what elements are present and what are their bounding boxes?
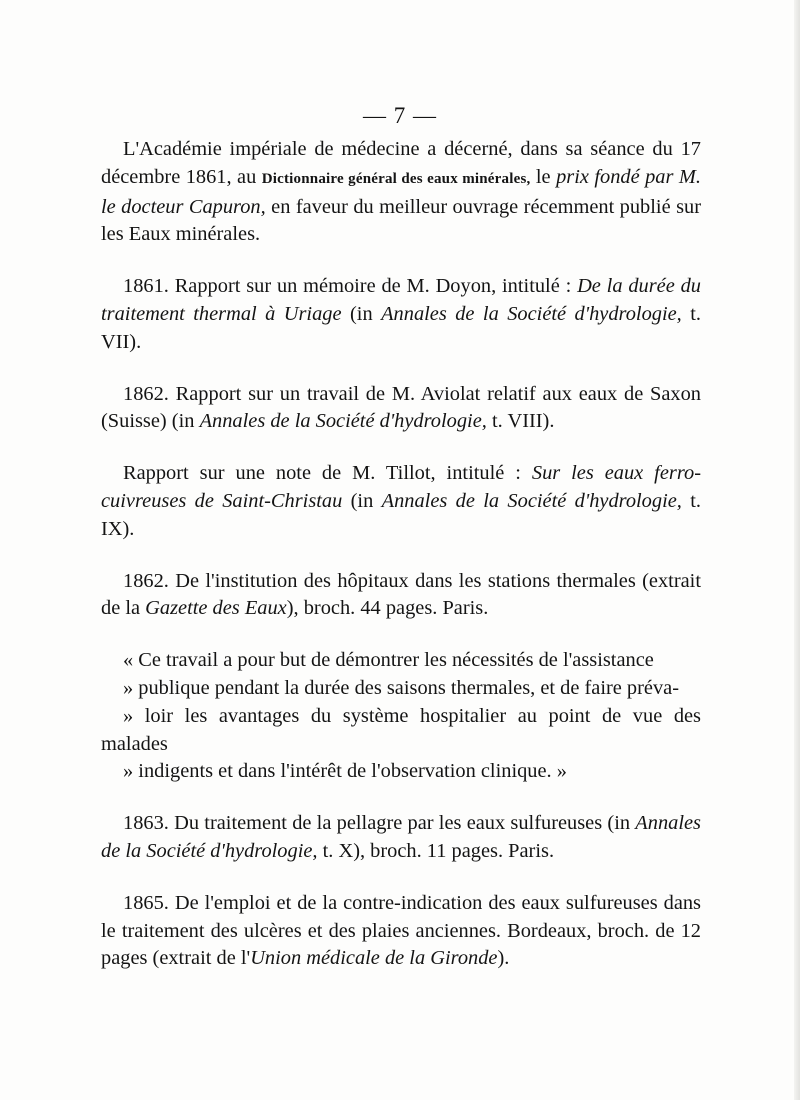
entry-year: 1862. [123,382,169,405]
work-title: De la durée du traitement thermal à Uriage [101,275,701,325]
entry-tillot: Rapport sur une note de M. Tillot, intitulé : Sur les eaux ferro-cuivreuses de Saint-Christau (in Annales de la Société d'hydrologie, t. IX). [101,462,701,540]
journal-name: Annales de la Société d'hydrologie, [199,410,487,433]
entry-1863: 1863. Du traitement de la pellagre par les eaux sulfureuses (in Annales de la Société d'hydrologie, t. X), broch. 11 pages. Paris. [101,812,701,862]
dictionary-title: Dictionnaire général des eaux minérales, [261,170,531,187]
award-paragraph: L'Académie impériale de médecine a décerné, dans sa séance du 17 décembre 1861, au Dictionnaire général des eaux minérales, le prix fondé par M. le docteur Capuron, en faveur du meilleur ouvrage récemment publié sur les Eaux minérales. [101,138,701,246]
work-title: Sur les eaux ferro-cuivreuses de Saint-Christau [101,462,701,512]
entry-1861: 1861. Rapport sur un mémoire de M. Doyon, intitulé : De la durée du traitement thermal à Uriage (in Annales de la Société d'hydrologie, t. VII). [101,275,701,353]
journal-name: Gazette des Eaux [145,597,287,620]
entry-year: 1863. [123,812,169,835]
page-body [101,136,701,973]
page-edge-shadow [794,0,800,1100]
quote-line: « Ce travail a pour but de démontrer les nécessités de l'assistance [123,649,654,672]
journal-name: Annales de la Société d'hydrologie, [381,489,682,512]
quote-line: » publique pendant la durée des saisons thermales, et de faire préva- [123,676,680,699]
entry-year: 1861. [123,275,169,298]
prize-name: prix fondé par M. le docteur Capuron, [101,165,701,218]
journal-name: Annales de la Société d'hydrologie, [381,302,682,325]
entry-1862-hopitaux: 1862. De l'institution des hôpitaux dans les stations thermales (extrait de la Gazette des Eaux), broch. 44 pages. Paris. [101,569,701,620]
entry-1865: 1865. De l'emploi et de la contre-indication des eaux sulfureuses dans le traitement des ulcères et des plaies anciennes. Bordeaux, broch. de 12 pages (extrait de l'Union médicale de la Gironde). [101,891,701,970]
quote-line: » loir les avantages du système hospitalier au point de vue des malades [101,704,701,755]
journal-name: Annales de la Société d'hydrologie, [101,812,701,862]
quote-line: » indigents et dans l'intérêt de l'observation clinique. » [123,760,567,783]
entry-year: 1865. [123,891,169,914]
entry-year: 1862. [123,569,169,592]
entry-1862-aviolat: 1862. Rapport sur un travail de M. Aviolat relatif aux eaux de Saxon (Suisse) (in Annales de la Société d'hydrologie, t. VIII). [101,382,701,433]
journal-name: Union médicale de la Gironde [250,947,498,970]
quote-block [101,647,701,786]
page-number: — 7 — [363,103,437,128]
